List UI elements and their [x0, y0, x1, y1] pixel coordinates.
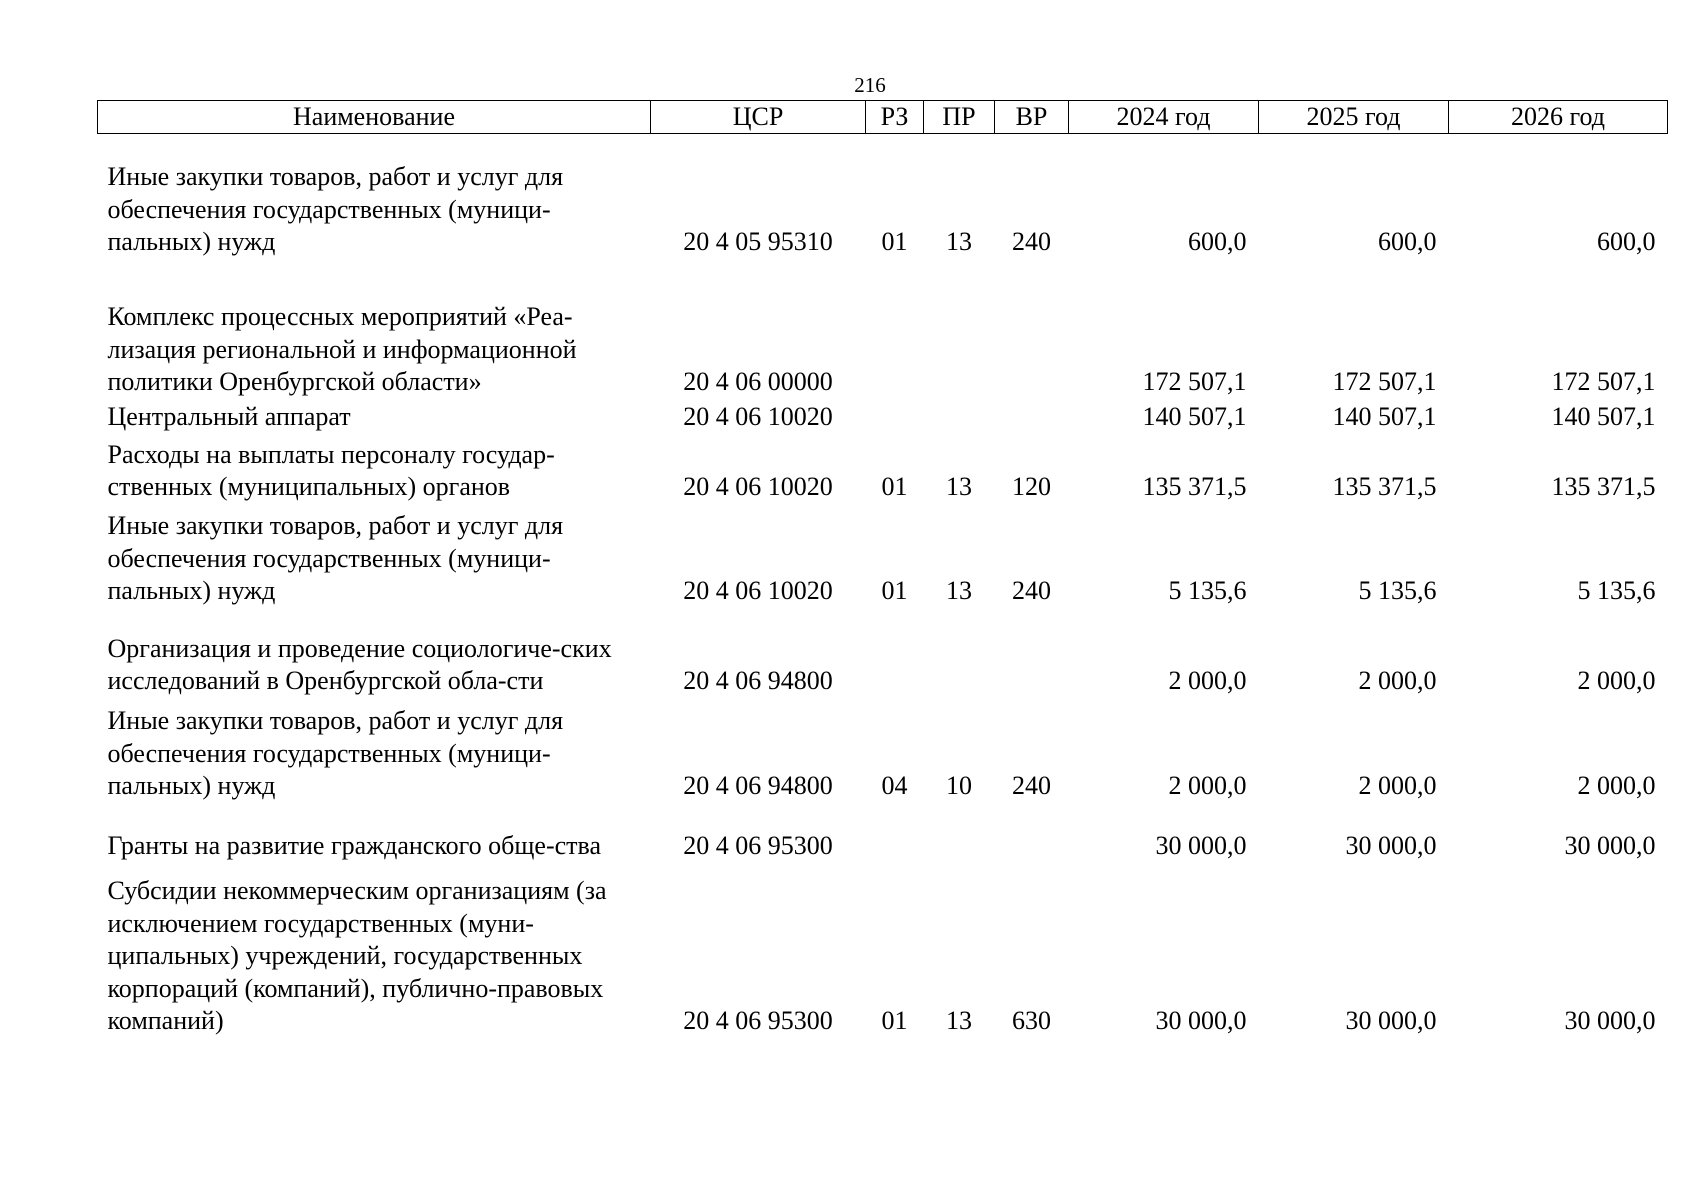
row-name: Организация и проведение социологиче-ских исследований в Оренбургской обла-сти: [107, 633, 612, 695]
row-rz: 04: [881, 771, 908, 800]
header-2024: 2024 год: [1069, 101, 1259, 134]
row-pr: [924, 608, 995, 698]
table-row: [98, 434, 1668, 504]
row-2025: 5 135,6: [1358, 576, 1437, 605]
row-vr: 240: [1012, 227, 1051, 256]
row-2026: 30 000,0: [1564, 1006, 1656, 1035]
row-pr: 13: [946, 227, 972, 256]
row-vr: 630: [1012, 1006, 1051, 1035]
row-2024: 135 371,5: [1142, 472, 1247, 501]
row-rz: [866, 399, 924, 434]
row-csr: 20 4 05 95310: [683, 227, 833, 256]
table-header-row: [98, 101, 1668, 134]
header-pr: ПР: [924, 101, 995, 134]
row-2026: 172 507,1: [1551, 367, 1656, 396]
row-name: Расходы на выплаты персоналу государ-ственных (муниципальных) органов: [107, 439, 555, 501]
row-csr: 20 4 06 94800: [683, 771, 833, 800]
row-2024: 30 000,0: [1155, 831, 1247, 860]
table-row: [98, 259, 1668, 399]
row-rz: 01: [881, 576, 908, 605]
row-2025: 135 371,5: [1332, 472, 1437, 501]
row-vr: 240: [1012, 576, 1051, 605]
row-vr: 240: [1012, 771, 1051, 800]
row-2026: 30 000,0: [1564, 831, 1656, 860]
row-vr: [995, 608, 1069, 698]
row-name: Иные закупки товаров, работ и услуг для обеспечения государственных (муници-пальных) нужд: [107, 162, 564, 256]
row-name: Центральный аппарат: [107, 402, 351, 431]
row-csr: 20 4 06 95300: [683, 831, 833, 860]
row-pr: [924, 259, 995, 399]
header-rz: РЗ: [866, 101, 924, 134]
row-csr: 20 4 06 10020: [683, 576, 833, 605]
row-pr: 13: [946, 576, 972, 605]
row-pr: 10: [946, 771, 972, 800]
row-csr: 20 4 06 95300: [683, 1006, 833, 1035]
header-2025: 2025 год: [1259, 101, 1449, 134]
row-rz: [866, 803, 924, 863]
row-pr: [924, 399, 995, 434]
row-2026: 2 000,0: [1577, 666, 1656, 695]
row-vr: [995, 803, 1069, 863]
row-2024: 30 000,0: [1155, 1006, 1247, 1035]
row-csr: 20 4 06 10020: [683, 472, 833, 501]
table-row: [98, 399, 1668, 434]
row-name: Иные закупки товаров, работ и услуг для обеспечения государственных (муници-пальных) нужд: [107, 706, 564, 800]
row-2026: 140 507,1: [1551, 402, 1656, 431]
row-2025: 172 507,1: [1332, 367, 1437, 396]
row-2025: 600,0: [1378, 227, 1437, 256]
row-csr: 20 4 06 10020: [683, 402, 833, 431]
row-2025: 30 000,0: [1345, 1006, 1437, 1035]
row-vr: [995, 259, 1069, 399]
row-2026: 600,0: [1597, 227, 1656, 256]
row-csr: 20 4 06 94800: [683, 666, 833, 695]
table-row: [98, 803, 1668, 863]
row-2025: 2 000,0: [1358, 771, 1437, 800]
row-name: Иные закупки товаров, работ и услуг для обеспечения государственных (муници-пальных) нужд: [107, 511, 564, 605]
row-2025: 2 000,0: [1358, 666, 1437, 695]
row-rz: 01: [881, 227, 908, 256]
row-rz: [866, 608, 924, 698]
table-row: [98, 698, 1668, 803]
row-rz: 01: [881, 472, 908, 501]
row-pr: 13: [946, 1006, 972, 1035]
row-vr: 120: [1012, 472, 1051, 501]
row-2025: 140 507,1: [1332, 402, 1437, 431]
row-pr: 13: [946, 472, 972, 501]
row-pr: [924, 803, 995, 863]
row-2024: 140 507,1: [1142, 402, 1247, 431]
header-vr: ВР: [995, 101, 1069, 134]
row-2026: 5 135,6: [1577, 576, 1656, 605]
row-2024: 5 135,6: [1168, 576, 1247, 605]
row-name: Субсидии некоммерческим организациям (за исключением государственных (муни-ципальных) учреждений, государственных корпораций (компаний), публично-правовых компаний): [107, 876, 607, 1035]
row-2024: 600,0: [1188, 227, 1247, 256]
header-2026: 2026 год: [1449, 101, 1668, 134]
table-row: [98, 134, 1668, 259]
row-2026: 2 000,0: [1577, 771, 1656, 800]
row-2024: 172 507,1: [1142, 367, 1247, 396]
header-csr: ЦСР: [651, 101, 866, 134]
row-2025: 30 000,0: [1345, 831, 1437, 860]
row-2024: 2 000,0: [1168, 666, 1247, 695]
budget-table: [97, 100, 1668, 1038]
row-2024: 2 000,0: [1168, 771, 1247, 800]
table-row: [98, 608, 1668, 698]
page-number: 216: [854, 73, 886, 97]
header-name: Наименование: [98, 101, 651, 134]
row-name: Гранты на развитие гражданского обще-ства: [107, 831, 601, 860]
row-vr: [995, 399, 1069, 434]
row-2026: 135 371,5: [1551, 472, 1656, 501]
table-row: [98, 504, 1668, 608]
row-rz: [866, 259, 924, 399]
table-row: [98, 863, 1668, 1038]
row-csr: 20 4 06 00000: [683, 367, 833, 396]
row-rz: 01: [881, 1006, 908, 1035]
row-name: Комплекс процессных мероприятий «Реа-лизация региональной и информационной политики Оренбургской области»: [107, 302, 577, 396]
